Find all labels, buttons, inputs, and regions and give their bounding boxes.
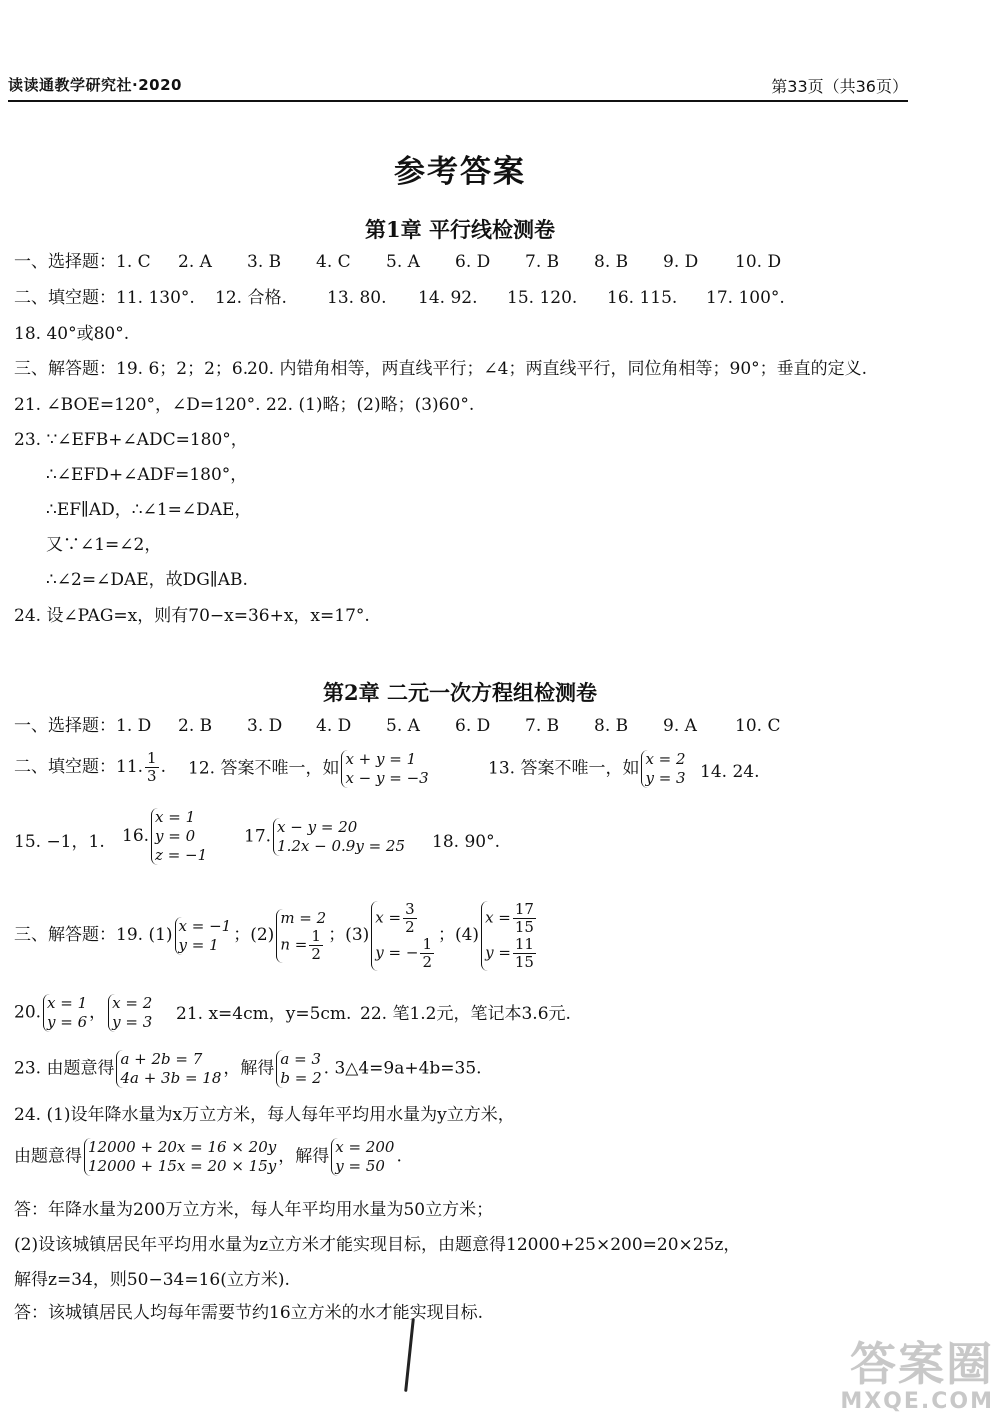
equation-system: x = 1 y = 6: [43, 994, 87, 1032]
equation-system: x = 2 y = 3: [108, 994, 152, 1032]
ch1-answer-24: 24. 设∠PAG=x，则有70−x=36+x，x=17°.: [14, 606, 370, 626]
ch1-fill-prefix: 二、填空题：11. 130°.: [14, 288, 195, 308]
equation-system: a + 2b = 7 4a + 3b = 18: [116, 1050, 221, 1088]
pen-stroke-mark: [404, 1318, 415, 1392]
ch1-mc-prefix: 一、选择题：1. C: [14, 252, 151, 272]
ch1-answer-19: 三、解答题：19. 6；2；2；6.: [14, 359, 249, 379]
chapter-1-heading: 第1章 平行线检测卷: [365, 217, 555, 242]
ch2-mc-8: 8. B: [594, 716, 629, 736]
ch2-answer-24-line6: 答：该城镇居民人均每年需要节约16立方米的水才能实现目标.: [14, 1303, 484, 1323]
ch2-answer-24-line5: 解得z=34，则50−34=16(立方米).: [14, 1270, 290, 1290]
header-rule: [8, 100, 908, 102]
ch1-mc-10: 10. D: [735, 252, 782, 272]
equation-system: x = $\frac{17}{15}$ y = $\frac{11}{15}$: [481, 901, 538, 971]
ch1-answer-23-line2: ∴∠EFD+∠ADF=180°，: [46, 465, 248, 485]
watermark-logo: 答案圈 MXQE.COM: [840, 1337, 994, 1414]
ch2-mc-4: 4. D: [316, 716, 352, 736]
equation-system: x = 200 y = 50: [331, 1138, 394, 1176]
ch2-answer-23: 23. 由题意得 a + 2b = 7 4a + 3b = 18 ，解得 a = 3 b = 2 . 3△4=9a+4b=35.: [14, 1050, 482, 1087]
ch1-answer-20: 20. 内错角相等，两直线平行；∠4；两直线平行，同位角相等；90°；垂直的定义.: [247, 359, 868, 379]
ch2-mc-prefix: 一、选择题：1. D: [14, 716, 152, 736]
ch2-mc-9: 9. A: [663, 716, 697, 736]
ch2-answer-19: 三、解答题：19. (1) x = −1 y = 1 ；(2) m = 2 n = $\frac{1}{2}$ ；(3) x = $\frac{3}{2}$ y = − $\frac{1}{2}$ ；(4) x = $\frac{17}{15}$ y = $\frac{11}{15}$: [14, 888, 540, 982]
ch1-mc-6: 6. D: [455, 252, 491, 272]
ch2-fill-12: 12. 答案不唯一，如 x + y = 1 x − y = −3: [188, 750, 429, 787]
ch1-answer-23-line5: ∴∠2=∠DAE，故DG∥AB.: [46, 570, 248, 590]
page-title: 参考答案: [394, 154, 526, 190]
ch1-fill-14: 14. 92.: [418, 288, 478, 308]
ch1-answer-21: 21. ∠BOE=120°，∠D=120°.: [14, 395, 261, 415]
ch1-mc-7: 7. B: [525, 252, 560, 272]
ch1-fill-15: 15. 120.: [507, 288, 578, 308]
fraction: $\frac{1}{3}$: [147, 749, 157, 785]
ch2-answer-24-line1: 24. (1)设年降水量为x万立方米，每人每年平均用水量为y立方米，: [14, 1105, 515, 1125]
header-publisher: 读读通教学研究社·2020: [8, 76, 182, 94]
ch2-answer-22: 22. 笔1.2元，笔记本3.6元.: [360, 1004, 571, 1024]
ch2-fill-17: 17. x − y = 20 1.2x − 0.9y = 25: [244, 818, 405, 855]
ch2-fill-16: 16. x = 1 y = 0 z = −1: [122, 808, 208, 864]
ch1-mc-2: 2. A: [178, 252, 212, 272]
ch1-fill-16: 16. 115.: [607, 288, 678, 308]
equation-system: x = 1 y = 0 z = −1: [151, 808, 207, 865]
equation-system: 12000 + 20x = 16 × 20y 12000 + 15x = 20 × 15y: [84, 1138, 276, 1176]
fraction: $\frac{17}{15}$: [514, 899, 534, 936]
equation-system: m = 2 n = $\frac{1}{2}$: [276, 909, 326, 963]
ch1-mc-9: 9. D: [663, 252, 699, 272]
ch1-mc-5: 5. A: [386, 252, 420, 272]
equation-system: x = −1 y = 1: [175, 917, 232, 955]
ch1-fill-17: 17. 100°.: [706, 288, 785, 308]
ch2-mc-5: 5. A: [386, 716, 420, 736]
ch2-mc-10: 10. C: [735, 716, 781, 736]
header-page-number: 第33页（共36页）: [771, 77, 908, 96]
fraction: $\frac{11}{15}$: [514, 934, 534, 971]
ch1-fill-13: 13. 80.: [327, 288, 387, 308]
ch1-mc-8: 8. B: [594, 252, 629, 272]
ch1-mc-3: 3. B: [247, 252, 282, 272]
ch2-answer-24-line2: 由题意得 12000 + 20x = 16 × 20y 12000 + 15x = 20 × 15y ，解得 x = 200 y = 50 .: [14, 1138, 402, 1175]
ch2-answer-24-line4: (2)设该城镇居民年平均用水量为z立方米才能实现目标，由题意得12000+25×200=20×25z，: [14, 1235, 741, 1255]
ch2-fill-13: 13. 答案不唯一，如 x = 2 y = 3: [488, 750, 686, 787]
ch2-fill-18: 18. 90°.: [432, 832, 500, 852]
ch2-mc-7: 7. B: [525, 716, 560, 736]
ch2-mc-6: 6. D: [455, 716, 491, 736]
ch2-answer-24-line3: 答：年降水量为200万立方米，每人年平均用水量为50立方米；: [14, 1200, 494, 1220]
ch2-mc-2: 2. B: [178, 716, 213, 736]
equation-system: x = $\frac{3}{2}$ y = − $\frac{1}{2}$: [371, 901, 436, 971]
ch1-answer-23-line1: 23. ∵∠EFB+∠ADC=180°，: [14, 430, 248, 450]
chapter-2-heading: 第2章 二元一次方程组检测卷: [323, 680, 597, 705]
ch1-answer-23-line4: 又∵∠1=∠2，: [46, 535, 162, 555]
ch1-mc-4: 4. C: [316, 252, 351, 272]
ch1-answer-18: 18. 40°或80°.: [14, 324, 130, 344]
ch2-mc-3: 3. D: [247, 716, 283, 736]
equation-system: a = 3 b = 2: [276, 1050, 321, 1088]
ch2-fill-14: 14. 24.: [700, 762, 760, 782]
ch1-answer-22: 22. (1)略；(2)略；(3)60°.: [266, 395, 475, 415]
fraction: $\frac{1}{2}$: [422, 934, 432, 971]
ch1-fill-12: 12. 合格.: [215, 288, 287, 308]
ch1-answer-23-line3: ∴EF∥AD，∴∠1=∠DAE，: [46, 500, 252, 520]
fraction: $\frac{1}{2}$: [311, 926, 321, 963]
ch2-answer-21: 21. x=4cm，y=5cm.: [176, 1004, 352, 1024]
equation-system: x = 2 y = 3: [641, 750, 685, 788]
equation-system: x − y = 20 1.2x − 0.9y = 25: [273, 818, 405, 856]
ch2-fill-15: 15. −1，1.: [14, 832, 105, 852]
ch2-fill-11: 二、填空题：11. $\frac{1}{3}$ .: [14, 749, 166, 785]
ch2-answer-20: 20. x = 1 y = 6 ， x = 2 y = 3: [14, 994, 153, 1031]
fraction: $\frac{3}{2}$: [405, 899, 415, 936]
equation-system: x + y = 1 x − y = −3: [341, 750, 428, 788]
